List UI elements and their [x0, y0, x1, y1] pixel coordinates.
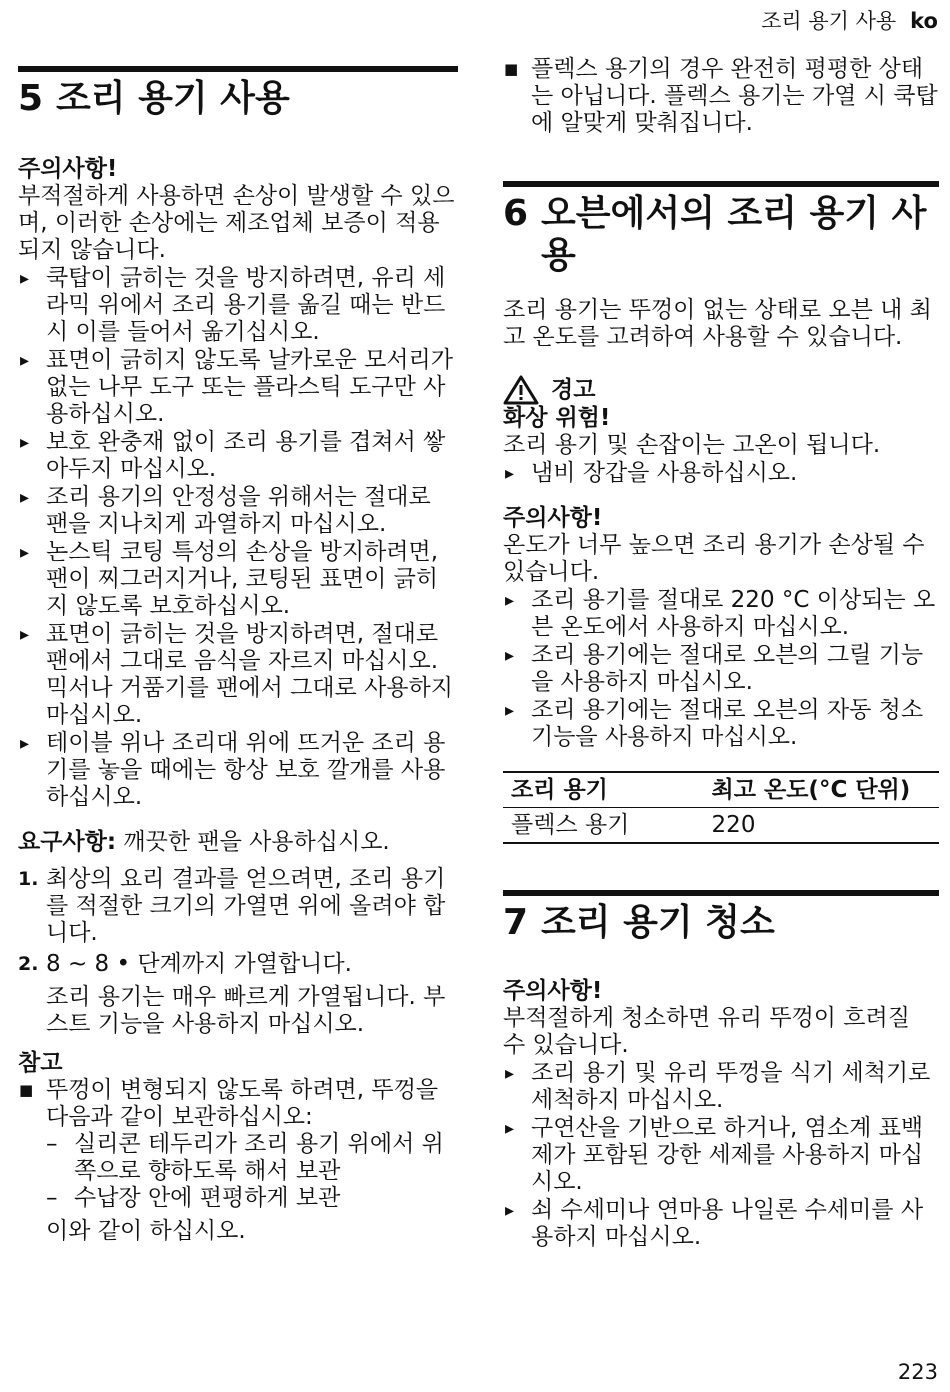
note-dash-list [46, 1131, 458, 1212]
notice-label: 주의사항! [503, 978, 603, 1004]
section-6-heading [503, 181, 939, 277]
section-5-steps [18, 866, 458, 978]
step-number: 2. [18, 953, 39, 975]
list-item: ▸ 냄비 장갑을 사용하십시오. [503, 460, 939, 487]
notice-text: 부적절하게 사용하면 손상이 발생할 수 있으며, 이러한 손상에는 제조업체 보증이 적용되지 않습니다. [18, 183, 455, 263]
list-item: ▸ 조리 용기의 안정성을 위해서는 절대로 팬을 지나치게 과열하지 마십시오. [18, 484, 458, 538]
list-item: ▸ 조리 용기에는 절대로 오븐의 그릴 기능을 사용하지 마십시오. [503, 642, 939, 696]
column-header: 최고 온도(°C 단위) [711, 777, 911, 803]
step-item [18, 866, 458, 947]
list-item: ▸ 논스틱 코팅 특성의 손상을 방지하려면, 팬이 찌그러지거나, 코팅된 표면이 긁히지 않도록 보호하십시오. [18, 539, 458, 620]
step-result: 조리 용기는 매우 빠르게 가열됩니다. 부스트 기능을 사용하지 마십시오. [46, 984, 446, 1037]
notice-text: 온도가 너무 높으면 조리 용기가 손상될 수 있습니다. [503, 532, 925, 585]
step-number: 1. [18, 868, 39, 890]
table-cell: 220 [711, 812, 756, 838]
section-7-notice [503, 978, 939, 1251]
note-text: 뚜껑이 변형되지 않도록 하려면, 뚜껑을 다음과 같이 보관하십시오: [46, 1077, 439, 1130]
warning-text: 조리 용기 및 손잡이는 고온이 됩니다. [503, 432, 881, 458]
section-7-heading [503, 890, 939, 944]
section-5-notice [18, 156, 458, 811]
note-label: 참고 [18, 1050, 63, 1076]
section-5-bullets [18, 265, 458, 811]
table-row [503, 808, 939, 844]
table-cell: 플렉스 용기 [511, 812, 630, 838]
requirement-label: 요구사항: [18, 829, 117, 855]
step-item [18, 951, 458, 978]
dash-item: – 실리콘 테두리가 조리 용기 위에서 위쪽으로 향하도록 해서 보관 [46, 1131, 458, 1185]
warning-triangle-icon [503, 375, 539, 405]
requirement-text: 깨끗한 팬을 사용하십시오. [123, 829, 390, 855]
note-end: 이와 같이 하십시오. [46, 1218, 246, 1244]
section-6-title: 오븐에서의 조리 용기 사용 [541, 193, 927, 276]
list-item: ▸ 조리 용기에는 절대로 오븐의 자동 청소 기능을 사용하지 마십시오. [503, 697, 939, 751]
column-header: 조리 용기 [511, 777, 608, 803]
left-column [18, 66, 458, 1245]
note-list [18, 1077, 458, 1245]
notice-label: 주의사항! [18, 156, 118, 182]
warning-bullets [503, 460, 939, 487]
section-7-title: 조리 용기 청소 [541, 902, 775, 943]
list-item: ▸ 표면이 긁히지 않도록 날카로운 모서리가 없는 나무 도구 또는 플라스틱 도구만 사용하십시오. [18, 347, 458, 428]
warning-title: 화상 위험! [503, 405, 611, 431]
step-text: 8 ~ 8 • 단계까지 가열합니다. [46, 951, 352, 977]
running-header [761, 8, 938, 35]
section-7-bullets [503, 1060, 939, 1251]
list-item: ▸ 보호 완충재 없이 조리 용기를 겹쳐서 쌓아두지 마십시오. [18, 429, 458, 483]
section-5-number: 5 [18, 78, 44, 119]
language-code: ko [910, 9, 938, 33]
section-5-note [18, 1050, 458, 1245]
notice-label: 주의사항! [503, 505, 603, 531]
section-7-number: 7 [503, 902, 529, 943]
page-number: 223 [897, 1360, 938, 1384]
temperature-table [503, 771, 939, 844]
section-5-heading [18, 66, 458, 120]
list-item: ▸ 표면이 긁히는 것을 방지하려면, 절대로 팬에서 그대로 음식을 자르지 마십시오. 믹서나 거품기를 팬에서 그대로 사용하지 마십시오. [18, 621, 458, 729]
right-column [503, 56, 939, 1251]
requirement [18, 829, 458, 856]
section-5-title: 조리 용기 사용 [56, 78, 290, 119]
list-item: ▸ 쇠 수세미나 연마용 나일론 수세미를 사용하지 마십시오. [503, 1197, 939, 1251]
flex-note-list [503, 56, 939, 137]
list-item: ▸ 조리 용기를 절대로 220 °C 이상되는 오븐 온도에서 사용하지 마십시오. [503, 587, 939, 641]
table-header-row [503, 772, 939, 808]
section-6-number: 6 [503, 193, 529, 234]
notice-text: 부적절하게 청소하면 유리 뚜껑이 흐려질 수 있습니다. [503, 1005, 910, 1058]
section-6-intro: 조리 용기는 뚜껑이 없는 상태로 오븐 내 최고 온도를 고려하여 사용할 수 있습니다. [503, 297, 932, 350]
warning-label: 경고 [551, 376, 596, 403]
list-item: ▸ 조리 용기 및 유리 뚜껑을 식기 세척기로 세척하지 마십시오. [503, 1060, 939, 1114]
header-title: 조리 용기 사용 [761, 9, 897, 33]
dash-item: – 수납장 안에 편평하게 보관 [46, 1185, 458, 1212]
list-item: ▸ 구연산을 기반으로 하거나, 염소계 표백제가 포함된 강한 세제를 사용하지 마십시오. [503, 1115, 939, 1196]
warning-block [503, 375, 939, 487]
warning-heading [503, 375, 939, 405]
note-item [18, 1077, 458, 1245]
list-item: ▸ 테이블 위나 조리대 위에 뜨거운 조리 용기를 놓을 때에는 항상 보호 깔개를 사용하십시오. [18, 730, 458, 811]
flex-note: ■ 플렉스 용기의 경우 완전히 평평한 상태는 아닙니다. 플렉스 용기는 가열 시 쿡탑에 알맞게 맞춰집니다. [503, 56, 939, 137]
section-6-bullets [503, 587, 939, 751]
section-6-notice [503, 505, 939, 751]
step-text: 최상의 요리 결과를 얻으려면, 조리 용기를 적절한 크기의 가열면 위에 올려야 합니다. [46, 866, 446, 946]
list-item: ▸ 쿡탑이 긁히는 것을 방지하려면, 유리 세라믹 위에서 조리 용기를 옮길 때는 반드시 이를 들어서 옮기십시오. [18, 265, 458, 346]
